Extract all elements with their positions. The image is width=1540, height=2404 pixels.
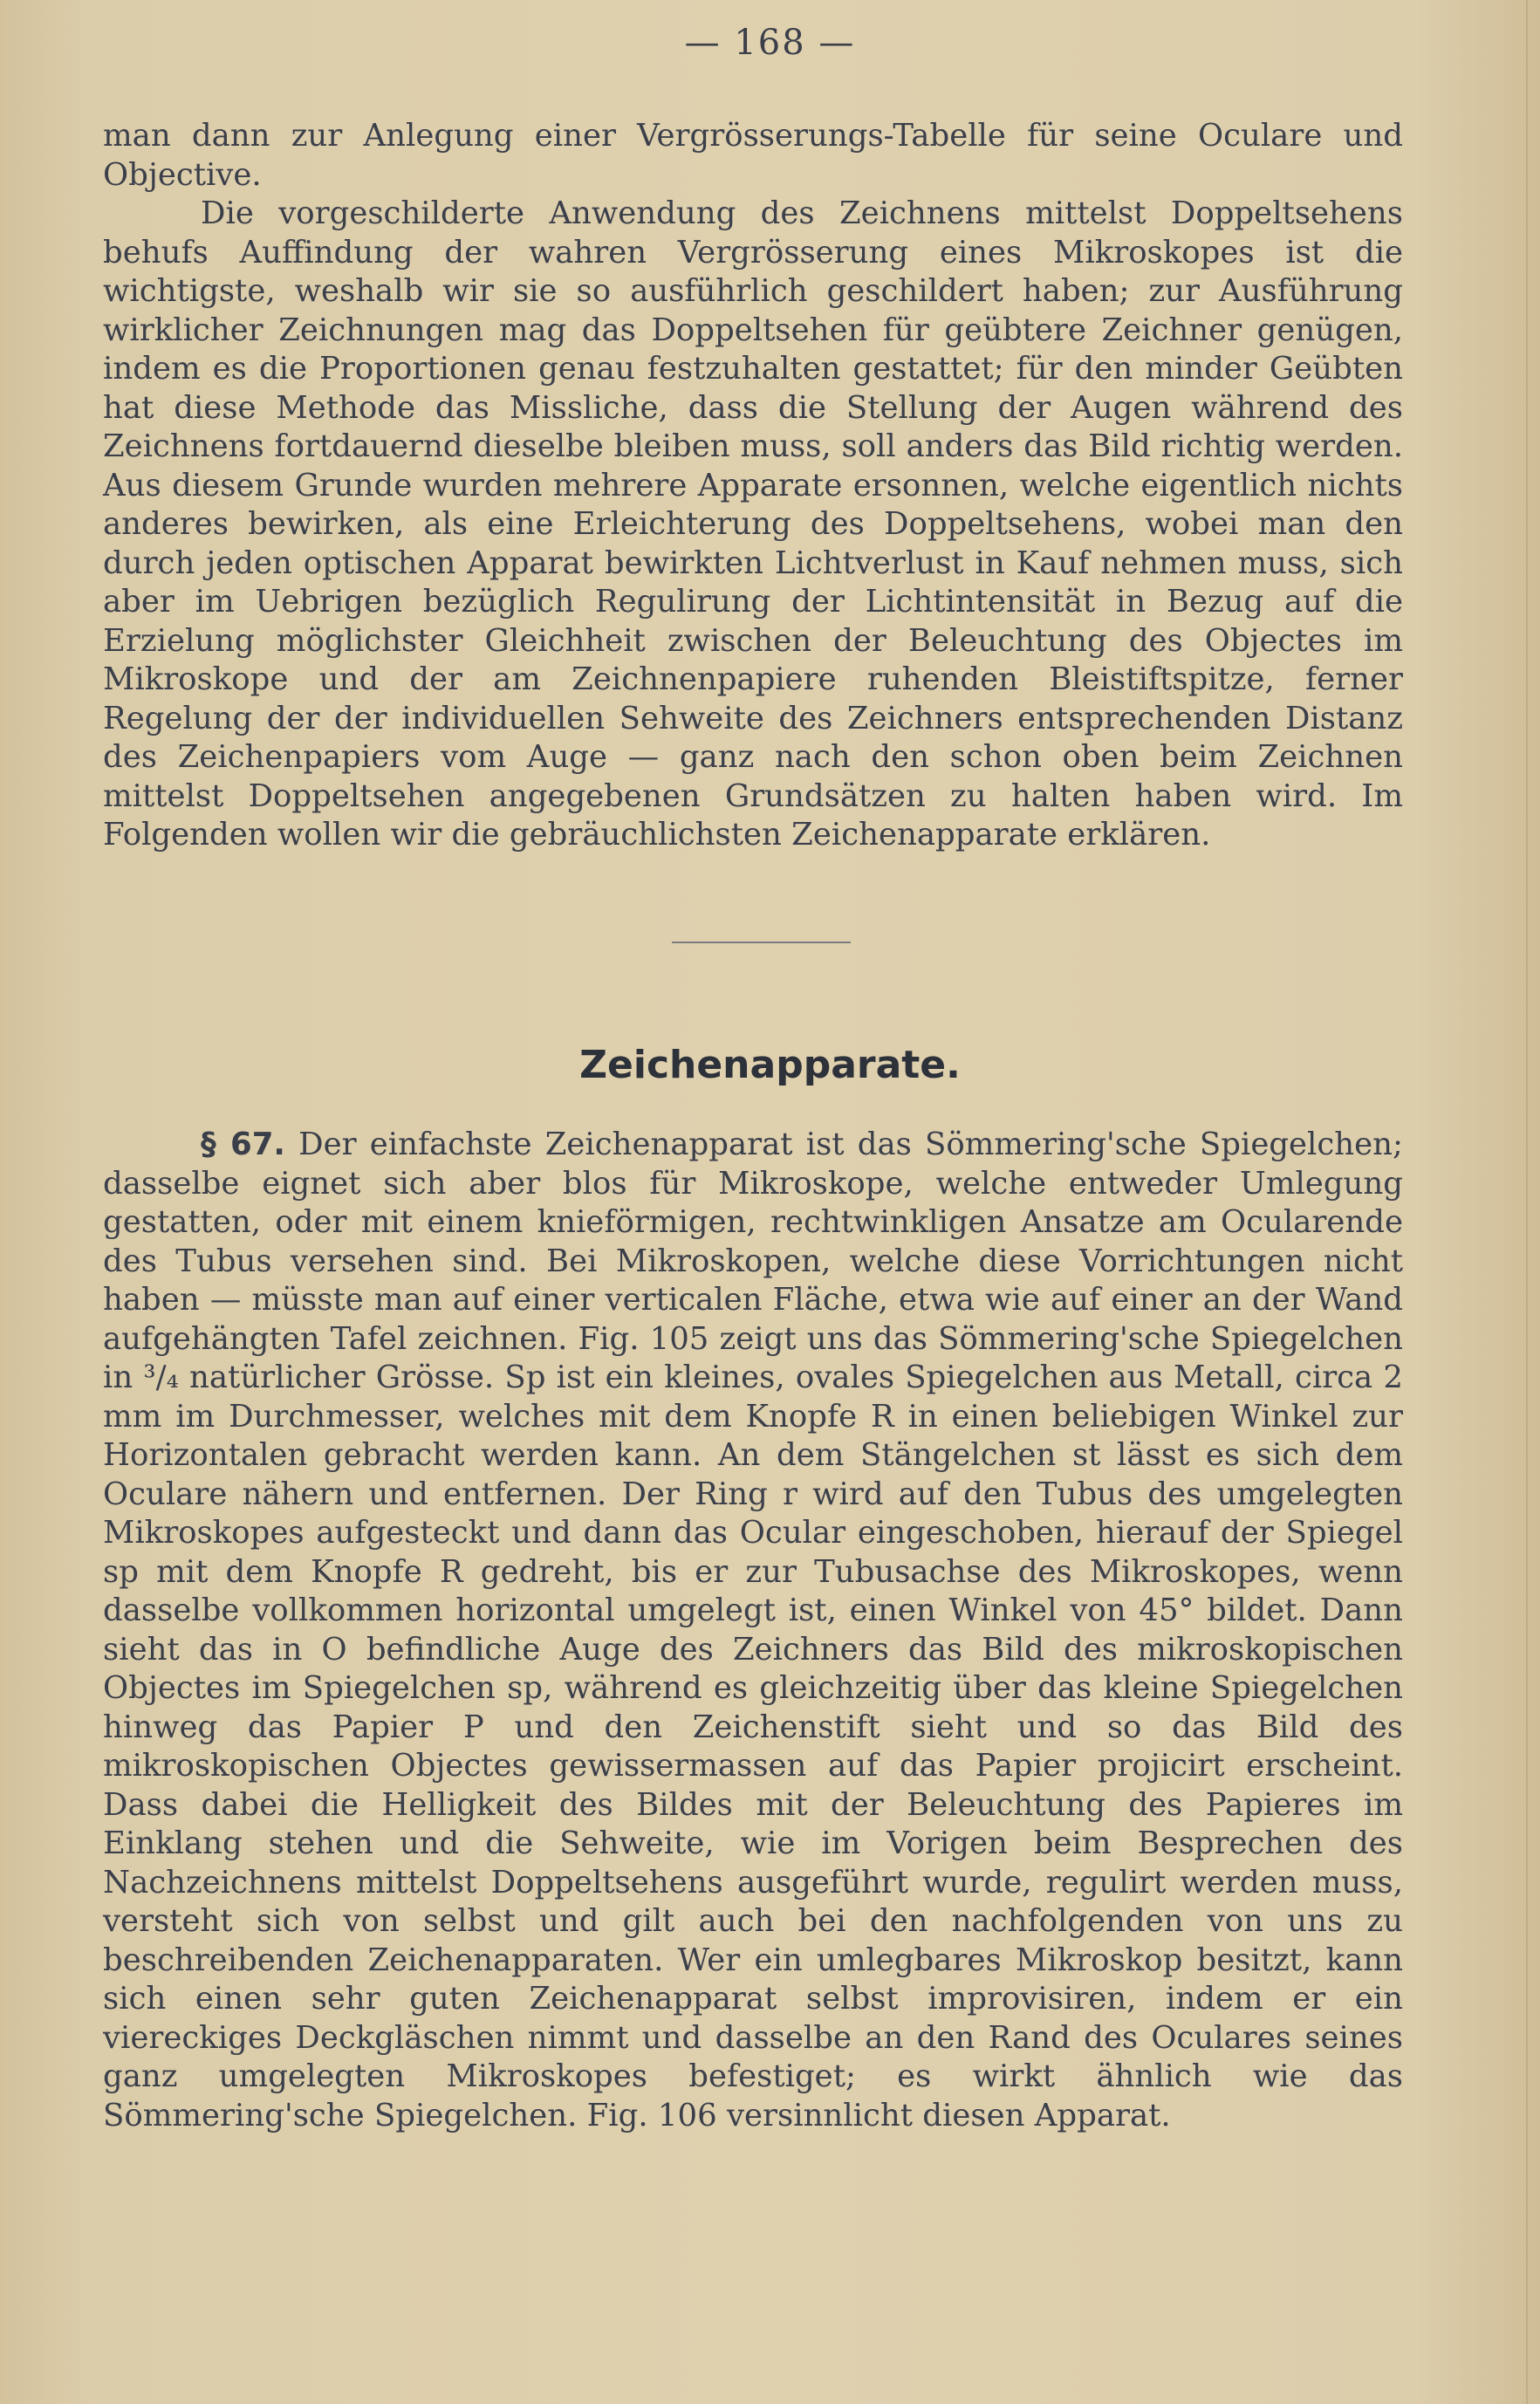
section-divider	[672, 942, 851, 943]
paragraph-drawing-methods: Die vorgeschilderte Anwendung des Zeichnens mittelst Doppeltsehens behufs Auffindung der wahren Vergrösserung eines Mikroskopes ist die wichtigste, weshalb wir sie so ausführlich geschildert haben; zur Ausführung wirklicher Zeichnungen mag das Doppeltsehen für geübtere Zeichner genügen, indem es die Proportionen genau festzuhalten gestattet; für den minder Geübten hat diese Methode das Missliche, dass die Stellung der Augen während des Zeichnens fortdauernd dieselbe bleiben muss, soll anders das Bild richtig werden. Aus diesem Grunde wurden mehrere Apparate ersonnen, welche eigentlich nichts anderes bewirken, als eine Erleichterung des Doppeltsehens, wobei man den durch jeden optischen Apparat bewirkten Lichtverlust in Kauf nehmen muss, sich aber im Uebrigen bezüglich Regulirung der Lichtintensität in Bezug auf die Erzielung möglichster Gleichheit zwischen der Beleuchtung des Objectes im Mikroskope und der am Zeichnenpapiere ruhenden Bleistiftspitze, ferner Regelung der der individuellen Sehweite des Zeichners entsprechenden Distanz des Zeichenpapiers vom Auge — ganz nach den schon oben beim Zeichnen mittelst Doppeltsehen angegebenen Grundsätzen zu halten haben wird. Im Folgenden wollen wir die gebräuchlichsten Zeichenapparate erklären.	[103, 195, 1403, 853]
text-block-2	[103, 1126, 1403, 2135]
section-heading: Zeichenapparate.	[579, 1043, 961, 1087]
section-mark: § 67.	[201, 1127, 285, 1162]
paragraph-continuation: man dann zur Anlegung einer Vergrösserungs-Tabelle für seine Oculare und Objective.	[103, 118, 1403, 193]
text-block-1	[103, 117, 1403, 855]
paragraph-section-67-text: Der einfachste Zeichenapparat ist das Sömmering'sche Spiegelchen; dasselbe eignet sich aber blos für Mikroskope, welche entweder Umlegung gestatten, oder mit einem knieförmigen, rechtwinkligen Ansatze am Ocularende des Tubus versehen sind. Bei Mikroskopen, welche diese Vorrichtungen nicht haben — müsste man auf einer verticalen Fläche, etwa wie auf einer an der Wand aufgehängten Tafel zeichnen. Fig. 105 zeigt uns das Sömmering'sche Spiegelchen in ³/₄ natürlicher Grösse. Sp ist ein kleines, ovales Spiegelchen aus Metall, circa 2 mm im Durchmesser, welches mit dem Knopfe R in einen beliebigen Winkel zur Horizontalen gebracht werden kann. An dem Stängelchen st lässt es sich dem Oculare nähern und entfernen. Der Ring r wird auf den Tubus des umgelegten Mikroskopes aufgesteckt und dann das Ocular eingeschoben, hierauf der Spiegel sp mit dem Knopfe R gedreht, bis er zur Tubusachse des Mikroskopes, wenn dasselbe vollkommen horizontal umgelegt ist, einen Winkel von 45° bildet. Dann sieht das in O befindliche Auge des Zeichners das Bild des mikroskopischen Objectes im Spiegelchen sp, während es gleichzeitig über das kleine Spiegelchen hinweg das Papier P und den Zeichenstift sieht und so das Bild des mikroskopischen Objectes gewissermassen auf das Papier projicirt erscheint. Dass dabei die Helligkeit des Bildes mit der Beleuchtung des Papieres im Einklang stehen und die Sehweite, wie im Vorigen beim Besprechen des Nachzeichnens mittelst Doppeltsehens ausgeführt wurde, regulirt werden muss, versteht sich von selbst und gilt auch bei den nachfolgenden von uns zu beschreibenden Zeichenapparaten. Wer ein umlegbares Mikroskop besitzt, kann sich einen sehr guten Zeichenapparat selbst improvisiren, indem er ein viereckiges Deckgläschen nimmt und dasselbe an den Rand des Oculares seines ganz umgelegten Mikroskopes befestiget; es wirkt ähnlich wie das Sömmering'sche Spiegelchen. Fig. 106 versinnlicht diesen Apparat.	[103, 1127, 1403, 2133]
paragraph-section-67	[103, 1126, 1403, 2135]
page-number: — 168 —	[684, 23, 856, 63]
page-edge	[1526, 0, 1528, 2404]
